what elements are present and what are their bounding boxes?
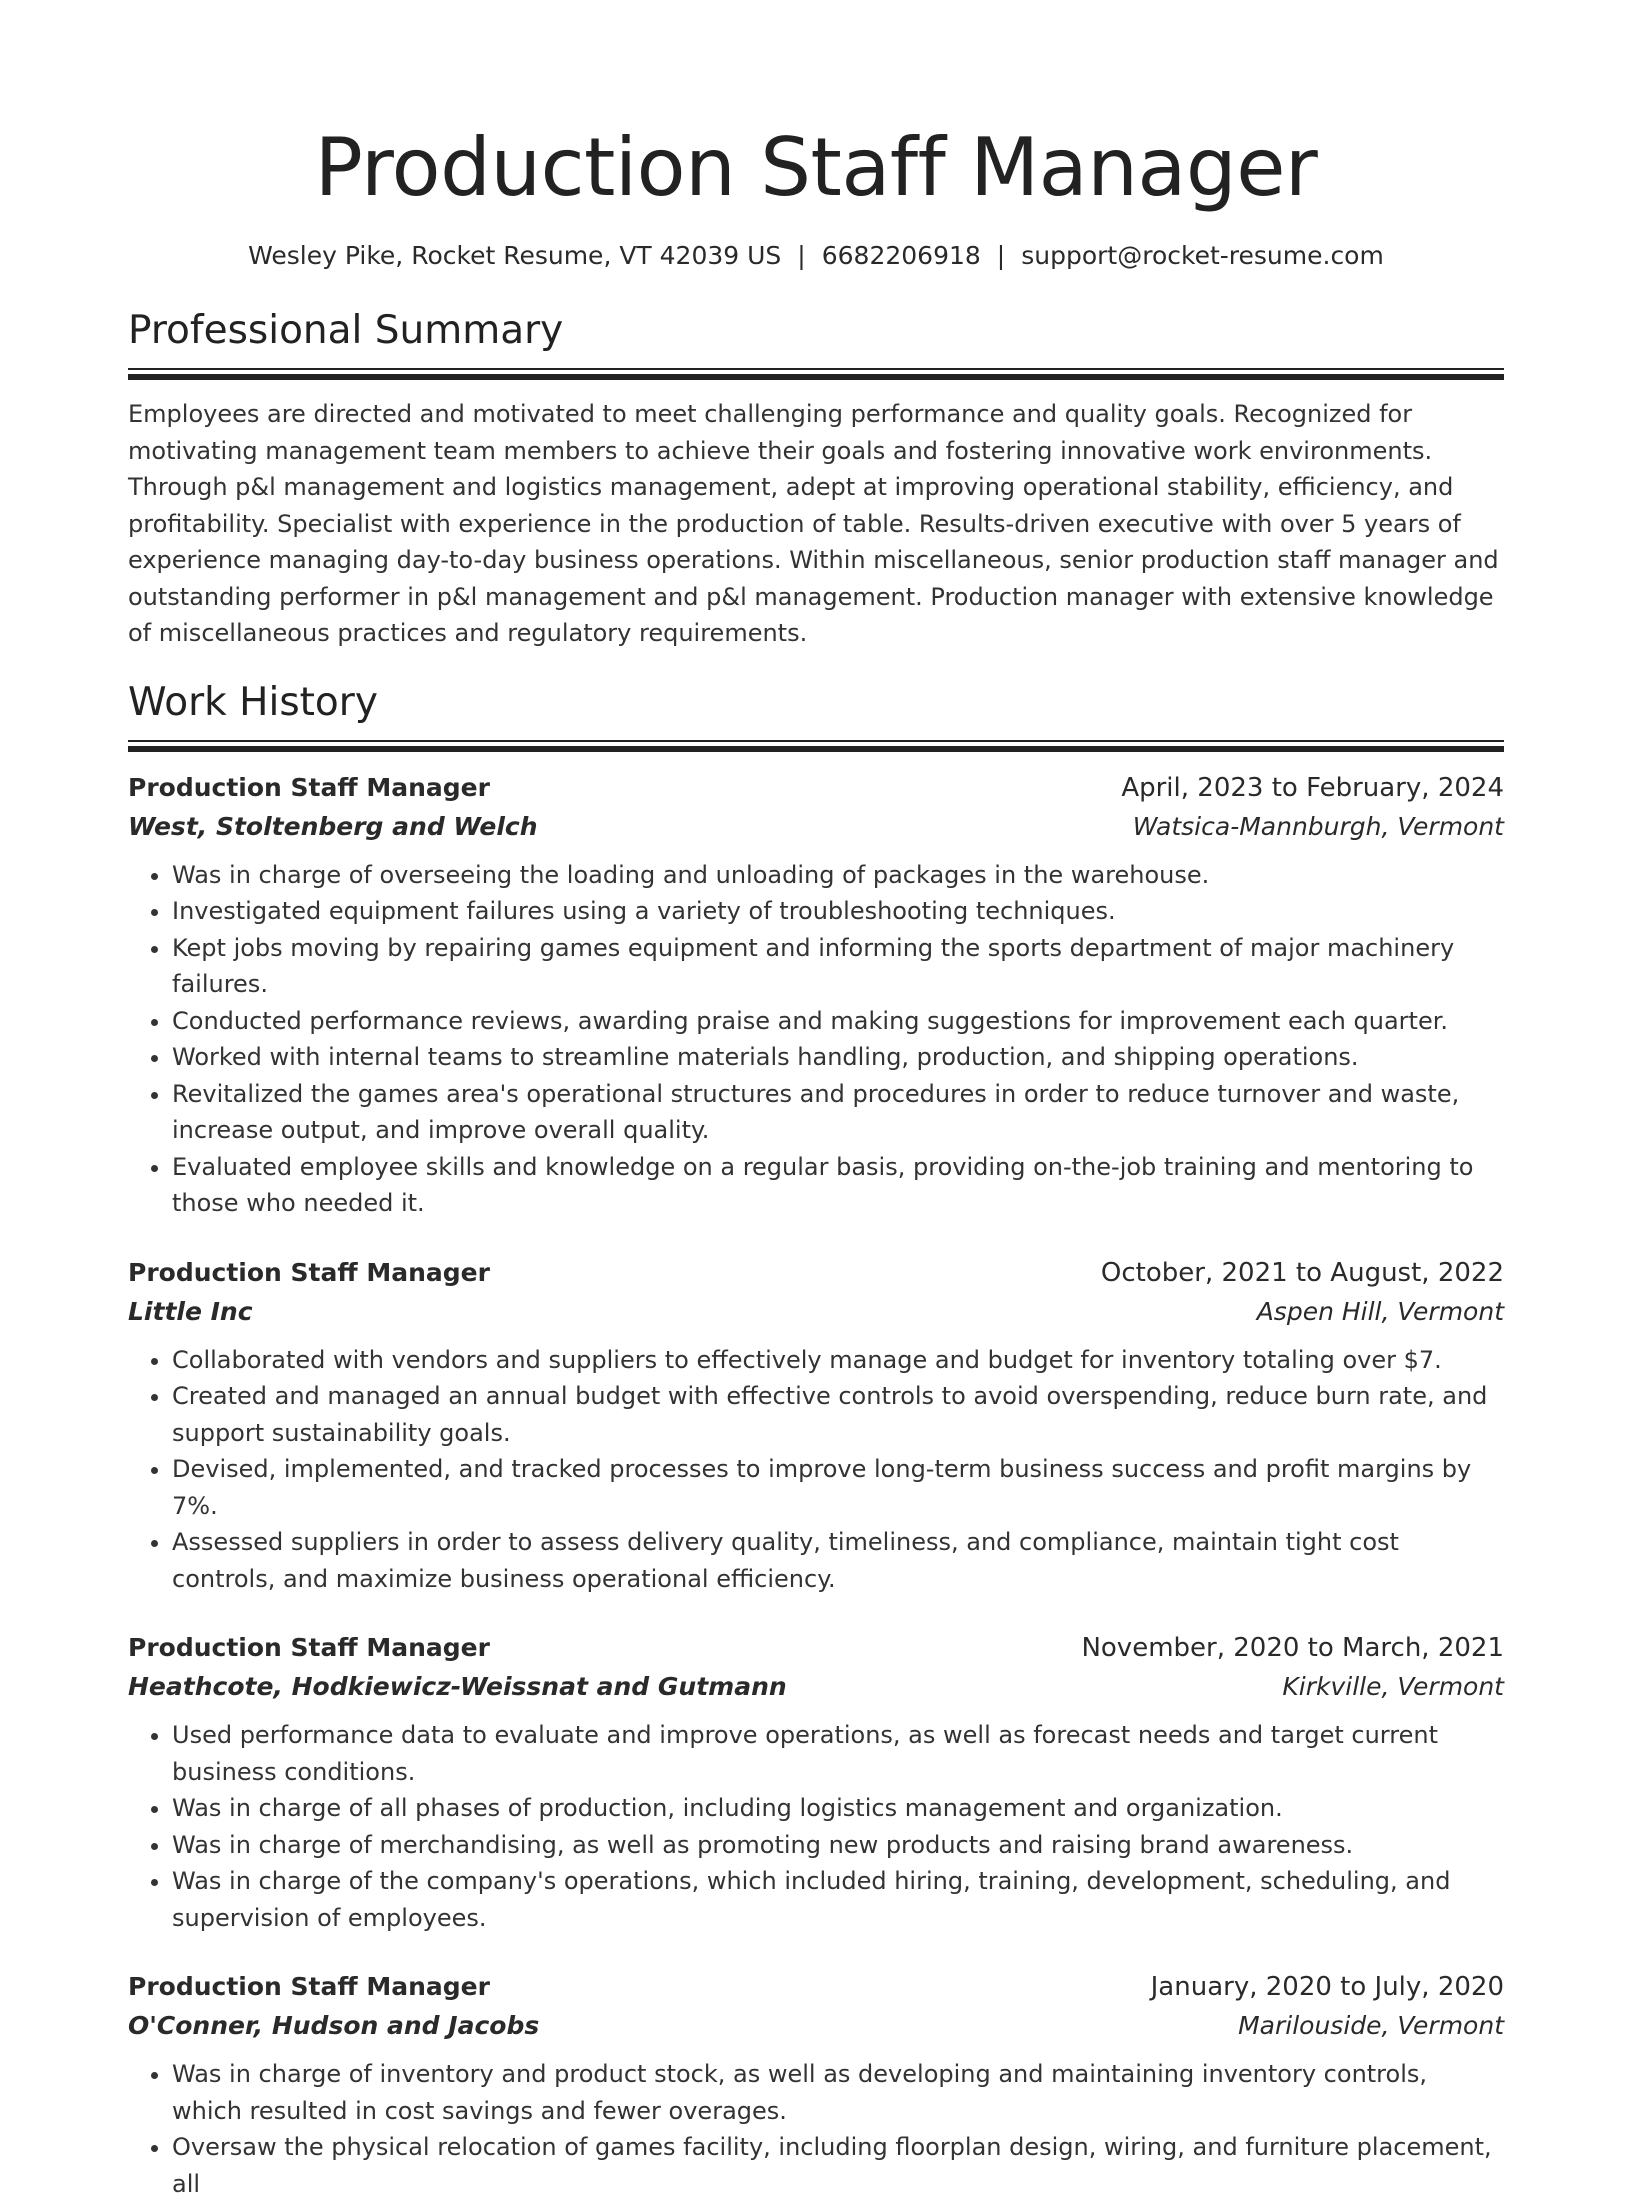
contact-address: Wesley Pike, Rocket Resume, VT 42039 US: [248, 241, 781, 270]
job-bullet: • Was in charge of the company's operations, which included hiring, training, development, scheduling, and supervision of employees.: [172, 1863, 1504, 1936]
job-company: O'Conner, Hudson and Jacobs: [128, 2006, 539, 2046]
job-location: Kirkville, Vermont: [1282, 1667, 1504, 1707]
job-title: Production Staff Manager: [128, 1968, 490, 2006]
section-heading-summary: Professional Summary: [128, 306, 1504, 356]
job-bullet: • Was in charge of overseeing the loading and unloading of packages in the warehouse.: [172, 857, 1504, 894]
job-bullets: [128, 2056, 1504, 2202]
job-company: Heathcote, Hodkiewicz-Weissnat and Gutmann: [128, 1667, 787, 1707]
job-dates: January, 2020 to July, 2020: [1151, 1968, 1504, 2006]
section-divider: [128, 368, 1504, 380]
contact-separator: |: [981, 238, 1021, 274]
job-entry: [128, 1968, 1504, 2202]
job-bullet: • Devised, implemented, and tracked processes to improve long-term business success and profit margins by 7%.: [172, 1451, 1504, 1524]
job-bullet: • Assessed suppliers in order to assess delivery quality, timeliness, and compliance, maintain tight cost controls, and maximize business operational efficiency.: [172, 1524, 1504, 1597]
job-entry: [128, 1629, 1504, 1936]
job-bullet: • Revitalized the games area's operational structures and procedures in order to reduce turnover and waste, increase output, and improve overall quality.: [172, 1076, 1504, 1149]
contact-separator: |: [781, 238, 821, 274]
job-entry: [128, 769, 1504, 1222]
job-bullet: • Worked with internal teams to streamline materials handling, production, and shipping operations.: [172, 1039, 1504, 1076]
job-bullet: • Kept jobs moving by repairing games equipment and informing the sports department of major machinery failures.: [172, 930, 1504, 1003]
job-bullet: • Was in charge of inventory and product stock, as well as developing and maintaining inventory controls, which resulted in cost savings and fewer overages.: [172, 2056, 1504, 2129]
job-dates: November, 2020 to March, 2021: [1081, 1629, 1504, 1667]
job-dates: April, 2023 to February, 2024: [1121, 769, 1504, 807]
job-bullet: • Investigated equipment failures using a variety of troubleshooting techniques.: [172, 893, 1504, 930]
job-title: Production Staff Manager: [128, 769, 490, 807]
job-bullets: [128, 1717, 1504, 1936]
job-title: Production Staff Manager: [128, 1254, 490, 1292]
resume-title: Production Staff Manager: [128, 118, 1504, 218]
summary-text: Employees are directed and motivated to meet challenging performance and quality goals. Recognized for motivating management team members to achieve their goals and fostering innovative work environments. Through p&l management and logistics management, adept at improving operational stability, efficiency, and profitability. Specialist with experience in the production of table. Results-driven executive with over 5 years of experience managing day-to-day business operations. Within miscellaneous, senior production staff manager and outstanding performer in p&l management and p&l management. Production manager with extensive knowledge of miscellaneous practices and regulatory requirements.: [128, 396, 1504, 652]
job-bullet: • Conducted performance reviews, awarding praise and making suggestions for improvement each quarter.: [172, 1003, 1504, 1040]
job-title: Production Staff Manager: [128, 1629, 490, 1667]
work-history-section: [128, 678, 1504, 2202]
job-entry: [128, 1254, 1504, 1598]
contact-email: support@rocket-resume.com: [1021, 241, 1384, 270]
resume-page: [128, 0, 1504, 2202]
professional-summary-section: [128, 306, 1504, 652]
job-dates: October, 2021 to August, 2022: [1101, 1254, 1504, 1292]
contact-phone: 6682206918: [822, 241, 981, 270]
job-location: Watsica-Mannburgh, Vermont: [1133, 807, 1504, 847]
job-bullets: [128, 1342, 1504, 1598]
job-company: West, Stoltenberg and Welch: [128, 807, 538, 847]
job-bullet: • Evaluated employee skills and knowledge on a regular basis, providing on-the-job training and mentoring to those who needed it.: [172, 1149, 1504, 1222]
job-bullet: • Was in charge of all phases of production, including logistics management and organization.: [172, 1790, 1504, 1827]
job-bullet: • Was in charge of merchandising, as well as promoting new products and raising brand awareness.: [172, 1827, 1504, 1864]
section-divider: [128, 740, 1504, 752]
job-bullet: • Collaborated with vendors and suppliers to effectively manage and budget for inventory totaling over $7.: [172, 1342, 1504, 1379]
job-location: Marilouside, Vermont: [1238, 2006, 1504, 2046]
job-bullet: • Used performance data to evaluate and improve operations, as well as forecast needs and target current business conditions.: [172, 1717, 1504, 1790]
job-company: Little Inc: [128, 1292, 253, 1332]
section-heading-work-history: Work History: [128, 678, 1504, 728]
job-bullet: • Oversaw the physical relocation of games facility, including floorplan design, wiring, and furniture placement, all: [172, 2129, 1504, 2202]
job-bullets: [128, 857, 1504, 1222]
job-bullet: • Created and managed an annual budget with effective controls to avoid overspending, reduce burn rate, and support sustainability goals.: [172, 1378, 1504, 1451]
contact-line: [128, 238, 1504, 274]
job-location: Aspen Hill, Vermont: [1257, 1292, 1504, 1332]
